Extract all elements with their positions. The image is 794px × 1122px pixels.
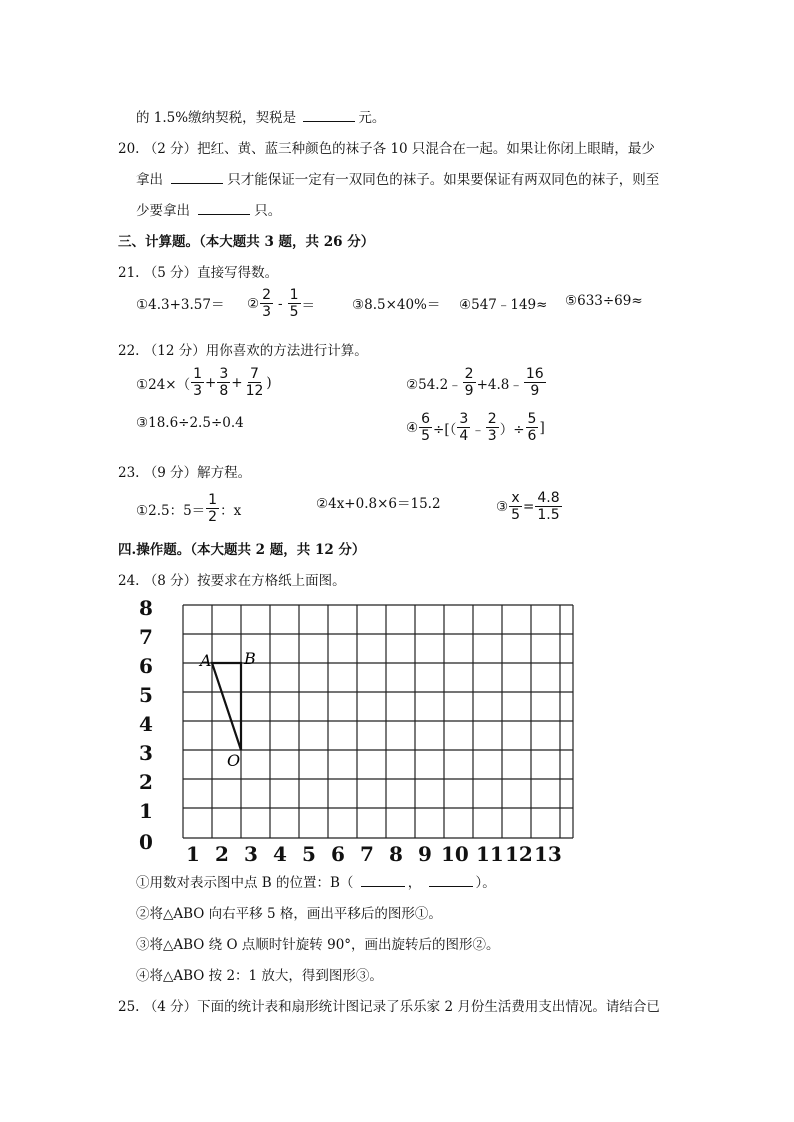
triangle-abo	[212, 663, 241, 750]
point-label-a: A	[200, 651, 212, 670]
y-label-6: 6	[139, 654, 153, 678]
y-label-5: 5	[139, 683, 153, 707]
q20-text-3a: 少要拿出	[136, 203, 190, 219]
x-label-4: 4	[273, 842, 287, 866]
q23-i3-fraction-2: $\frac{4.8}{1.5}$	[537, 490, 560, 523]
q21-item-4: ④547﹣149≈	[459, 297, 548, 313]
section-4-heading: 四.操作题。（本大题共 2 题，共 12 分）	[118, 542, 366, 558]
section-3-heading: 三、计算题。（本大题共 3 题，共 26 分）	[118, 234, 375, 250]
q21-item-5: ⑤633÷69≈	[565, 293, 643, 309]
q24-sub-1	[136, 871, 496, 891]
q22-i4-fraction-3: $\frac{2}{3}$	[487, 411, 497, 444]
x-label-9: 9	[418, 842, 432, 866]
point-label-b: B	[244, 649, 256, 668]
q22-plus-2: +	[231, 374, 243, 391]
q22-i1-fraction-1: $\frac{1}{3}$	[193, 366, 203, 399]
q20-number: 20.	[118, 141, 140, 157]
q21-eq: ＝	[301, 297, 316, 314]
q23-eq: =	[523, 498, 535, 515]
q23-item-3-pre: ③	[496, 498, 509, 515]
point-label-o: O	[227, 751, 241, 770]
q22-number: 22.	[118, 343, 140, 359]
q22-i2-fraction-2: $\frac{16}{9}$	[525, 366, 544, 399]
q22-item-3: ③18.6÷2.5÷0.4	[136, 415, 244, 431]
q22-item-2-pre: ②54.2﹣	[406, 376, 462, 393]
q22-text: （12 分）用你喜欢的方法进行计算。	[143, 343, 368, 359]
q24-number: 24.	[118, 573, 140, 589]
q23-i1-fraction: $\frac{1}{2}$	[208, 492, 218, 525]
q20-text-2b: 只才能保证一定有一双同色的袜子。如果要保证有两双同色的袜子，则至	[227, 172, 660, 188]
y-label-2: 2	[139, 770, 153, 794]
q22-minus: ﹣	[471, 421, 485, 438]
q22-i2-fraction-1: $\frac{2}{9}$	[464, 366, 474, 399]
x-label-1: 1	[186, 842, 200, 866]
q21-item-3: ③8.5×40%＝	[352, 297, 441, 313]
q22-plus-1: +	[205, 374, 217, 391]
q20-text-1: （2 分）把红、黄、蓝三种颜色的袜子各 10 只混合在一起。如果让你闭上眼睛，最少	[143, 141, 655, 157]
q20-text-3b: 只。	[254, 203, 282, 219]
y-label-3: 3	[139, 741, 153, 765]
q24-blank-x[interactable]	[361, 874, 405, 887]
q23-item-1-post: ：x	[220, 502, 242, 519]
q22-item-4-mid2: ）÷	[499, 421, 525, 438]
q22-item-4-post: ]	[539, 419, 545, 436]
x-label-13: 13	[534, 842, 562, 866]
x-label-12: 12	[505, 842, 533, 866]
x-label-11: 11	[476, 842, 504, 866]
q23-item-2: ②4x+0.8×6＝15.2	[316, 496, 441, 512]
q24-text: （8 分）按要求在方格纸上面图。	[143, 573, 346, 589]
q24-sub-1b: ，	[407, 875, 422, 891]
q20-text-2a: 拿出	[136, 172, 163, 188]
x-label-10: 10	[441, 842, 469, 866]
y-label-0: 0	[139, 830, 153, 854]
q22-i1-fraction-3: $\frac{7}{12}$	[245, 366, 264, 399]
q23-item-1-pre: ①2.5：5＝	[136, 502, 206, 519]
y-label-7: 7	[139, 625, 153, 649]
q22-item-1-post: )	[266, 374, 272, 391]
q23-i3-fraction-1: $\frac{x}{5}$	[511, 490, 521, 523]
y-label-1: 1	[139, 799, 153, 823]
q22-item-1-pre: ①24×（	[136, 376, 191, 393]
q24-sub-4: ④将△ABO 按 2：1 放大，得到图形③。	[136, 968, 383, 984]
q24-sub-2: ②将△ABO 向右平移 5 格，画出平移后的图形①。	[136, 906, 442, 922]
q21-number: 21.	[118, 265, 140, 281]
q22-i4-fraction-4: $\frac{5}{6}$	[527, 411, 537, 444]
y-label-4: 4	[139, 712, 153, 736]
q21-fraction-1: $\frac{2}{3}$	[262, 287, 272, 320]
q24-sub-1c: ）。	[475, 875, 496, 891]
x-label-3: 3	[244, 842, 258, 866]
q22-item-4-pre: ④	[406, 419, 419, 436]
q23-number: 23.	[118, 465, 140, 481]
x-label-7: 7	[360, 842, 374, 866]
x-label-2: 2	[215, 842, 229, 866]
y-label-8: 8	[139, 596, 153, 620]
q23-text: （9 分）解方程。	[143, 465, 252, 481]
q19-text: 的 1.5%缴纳契税，契税是	[136, 110, 297, 126]
q25-text: （4 分）下面的统计表和扇形统计图记录了乐乐家 2 月份生活费用支出情况。请结合已	[143, 999, 660, 1015]
q21-minus: -	[278, 295, 283, 312]
q19-unit: 元。	[358, 110, 386, 126]
q25-line	[118, 995, 660, 1015]
q21-text: （5 分）直接写得数。	[143, 265, 279, 281]
q21-item-2-label: ②	[247, 295, 260, 312]
x-label-5: 5	[302, 842, 316, 866]
q24-blank-y[interactable]	[429, 874, 473, 887]
q22-i4-fraction-2: $\frac{3}{4}$	[459, 411, 469, 444]
x-label-8: 8	[389, 842, 403, 866]
q21-item-1: ①4.3+3.57＝	[136, 297, 225, 313]
x-label-6: 6	[331, 842, 345, 866]
q21-fraction-2: $\frac{1}{5}$	[289, 287, 299, 320]
q22-item-4-mid1: ÷[（	[433, 421, 457, 438]
q25-number: 25.	[118, 999, 140, 1015]
q22-i4-fraction-1: $\frac{6}{5}$	[421, 411, 431, 444]
q24-sub-1a: ①用数对表示图中点 B 的位置：B（	[136, 875, 354, 891]
q22-i1-fraction-2: $\frac{3}{8}$	[219, 366, 229, 399]
q24-sub-3: ③将△ABO 绕 O 点顺时针旋转 90°，画出旋转后的图形②。	[136, 937, 500, 953]
q22-item-2-mid: +4.8﹣	[476, 376, 523, 393]
